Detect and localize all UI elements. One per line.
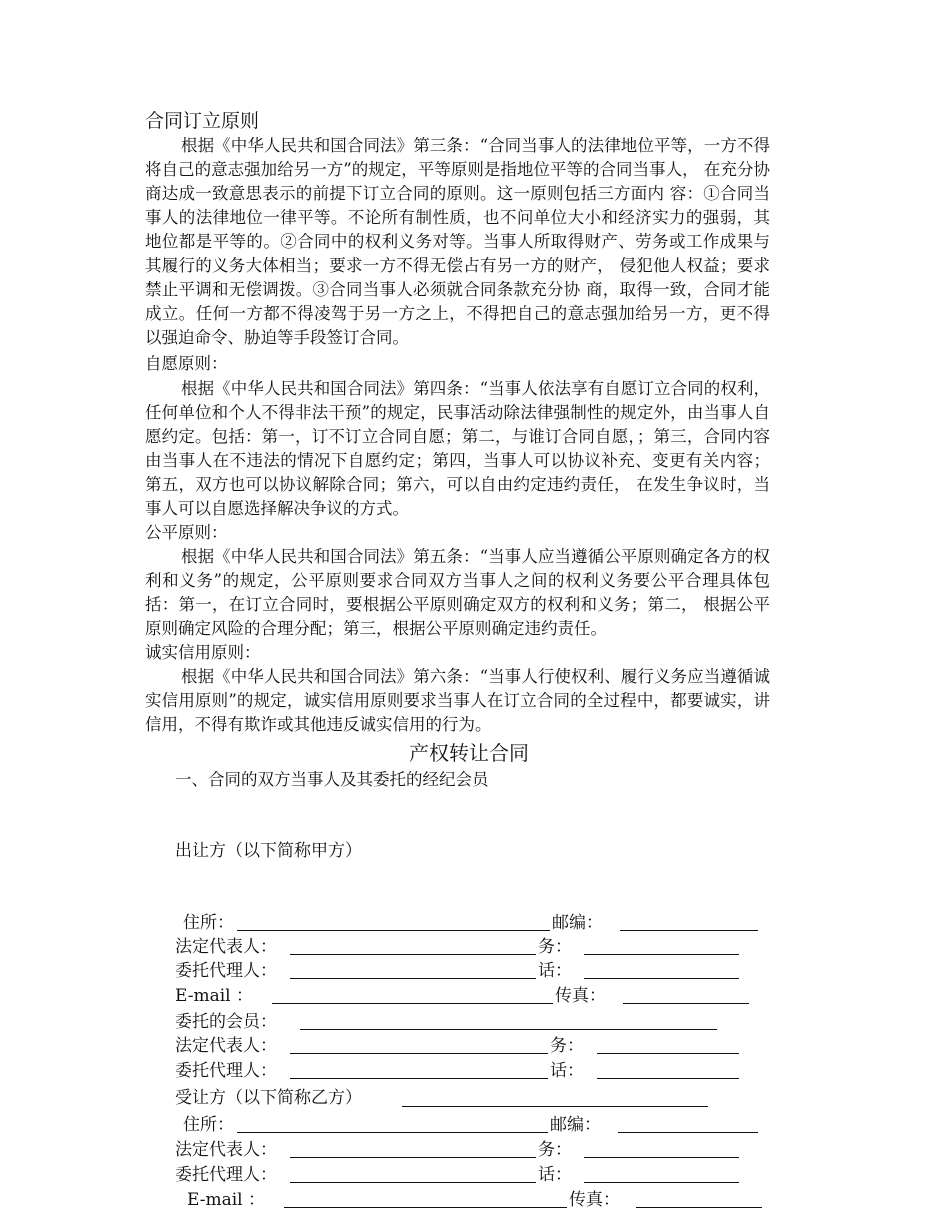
party-a-position-label: 务： [538,937,572,957]
party-a-fax-label: 传真： [555,986,606,1006]
party-a-phone-label: 话： [538,961,572,981]
party-b-position-field[interactable] [584,1157,739,1158]
party-a-member-field[interactable] [300,1029,717,1030]
party-a-legal-rep-field[interactable] [290,954,536,955]
party-b-email-field[interactable] [284,1207,567,1208]
member-legal-rep-field[interactable] [290,1053,548,1054]
clause-1-heading: 一、合同的双方当事人及其委托的经纪会员 [175,770,489,789]
party-a-email-field[interactable] [272,1003,553,1004]
member-legal-rep-label: 法定代表人： [175,1036,277,1056]
section-heading-voluntary: 自愿原则： [145,354,228,373]
party-a-postcode-field[interactable] [620,930,758,931]
party-a-member-label: 委托的会员： [175,1012,277,1032]
party-b-name-field[interactable] [402,1106,708,1107]
party-b-address-label: 住所： [183,1115,234,1135]
party-a-agent-label: 委托代理人： [175,961,277,981]
contract-title: 产权转让合同 [409,741,529,765]
paragraph-good-faith: 根据《中华人民共和国合同法》第六条：“当事人行使权利、履行义务应当遵循诚实信用原则”的规定，诚实信用原则要求当事人在订立合同的全过程中，都要诚实，讲信用，不得有欺诈或其他违反诚实信用的行为。 [145,667,770,734]
party-a-position-field[interactable] [584,954,739,955]
party-a-postcode-label: 邮编： [552,913,603,933]
party-b-postcode-label: 邮编： [550,1115,601,1135]
paragraph-equality: 根据《中华人民共和国合同法》第三条：“合同当事人的法律地位平等，一方不得将自己的意志强加给另一方”的规定，平等原则是指地位平等的合同当事人， 在充分协商达成一致意思表示的前提下订立合同的原则。这一原则包括三方面内 容：①合同当事人的法律地位一律平等。不论所有制性质，也不问单位大小和经济实力的强弱，其地位都是平等的。②合同中的权利义务对等。当事人所取得财产、劳务或工作成果与其履行的义务大体相当；要求一方不得无偿占有另一方的财产， 侵犯他人权益；要求禁止平调和无偿调拨。③合同当事人必须就合同条款充分协 商，取得一致，合同才能成立。任何一方都不得凌驾于另一方之上，不得把自己的意志强加给另一方，更不得以强迫命令、胁迫等手段签订合同。 [145,136,770,347]
party-b-fax-field[interactable] [636,1207,762,1208]
member-position-field[interactable] [597,1053,739,1054]
section-heading-principles: 合同订立原则 [145,110,260,132]
party-b-position-label: 务： [538,1140,572,1160]
party-b-agent-field[interactable] [290,1182,536,1183]
party-b-agent-label: 委托代理人： [175,1165,277,1185]
member-phone-field[interactable] [597,1078,739,1079]
member-agent-field[interactable] [290,1078,548,1079]
party-b-address-field[interactable] [237,1132,548,1133]
party-b-phone-field[interactable] [584,1182,739,1183]
section-heading-good-faith: 诚实信用原则： [145,643,261,662]
paragraph-voluntary: 根据《中华人民共和国合同法》第四条：“当事人依法享有自愿订立合同的权利，任何单位和个人不得非法干预”的规定，民事活动除法律强制性的规定外，由当事人自愿约定。包括：第一，订不订立合同自愿；第二，与谁订合同自愿，；第三，合同内容由当事人在不违法的情况下自愿约定；第四，当事人可以协议补充、变更有关内容；第五，双方也可以协议解除合同；第六，可以自由约定违约责任， 在发生争议时，当事人可以自愿选择解决争议的方式。 [145,379,770,518]
section-body-fairness [145,545,770,641]
party-b-label: 受让方（以下简称乙方） [175,1088,362,1108]
party-b-legal-rep-field[interactable] [290,1157,536,1158]
party-b-legal-rep-label: 法定代表人： [175,1140,277,1160]
party-a-fax-field[interactable] [623,1003,749,1004]
section-body-good-faith [145,665,770,737]
party-a-label: 出让方（以下简称甲方） [175,841,362,861]
member-phone-label: 话： [550,1061,584,1081]
party-a-address-field[interactable] [237,930,550,931]
party-b-fax-label: 传真： [569,1190,620,1210]
party-a-address-label: 住所： [183,913,234,933]
paragraph-fairness: 根据《中华人民共和国合同法》第五条：“当事人应当遵循公平原则确定各方的权利和义务”的规定，公平原则要求合同双方当事人之间的权利义务要公平合理具体包括：第一，在订立合同时，要根据公平原则确定双方的权利和义务；第二， 根据公平原则确定风险的合理分配；第三，根据公平原则确定违约责任。 [145,547,770,638]
member-agent-label: 委托代理人： [175,1061,277,1081]
party-b-email-label: E-mail ： [187,1190,266,1210]
party-a-email-label: E-mail ： [175,986,254,1006]
section-heading-fairness: 公平原则： [145,523,228,542]
party-b-phone-label: 话： [538,1165,572,1185]
section-body-equality [145,134,770,350]
member-position-label: 务： [550,1036,584,1056]
section-body-voluntary [145,377,770,521]
party-b-postcode-field[interactable] [618,1132,758,1133]
party-a-agent-field[interactable] [290,978,536,979]
party-a-legal-rep-label: 法定代表人： [175,937,277,957]
party-a-phone-field[interactable] [584,978,739,979]
